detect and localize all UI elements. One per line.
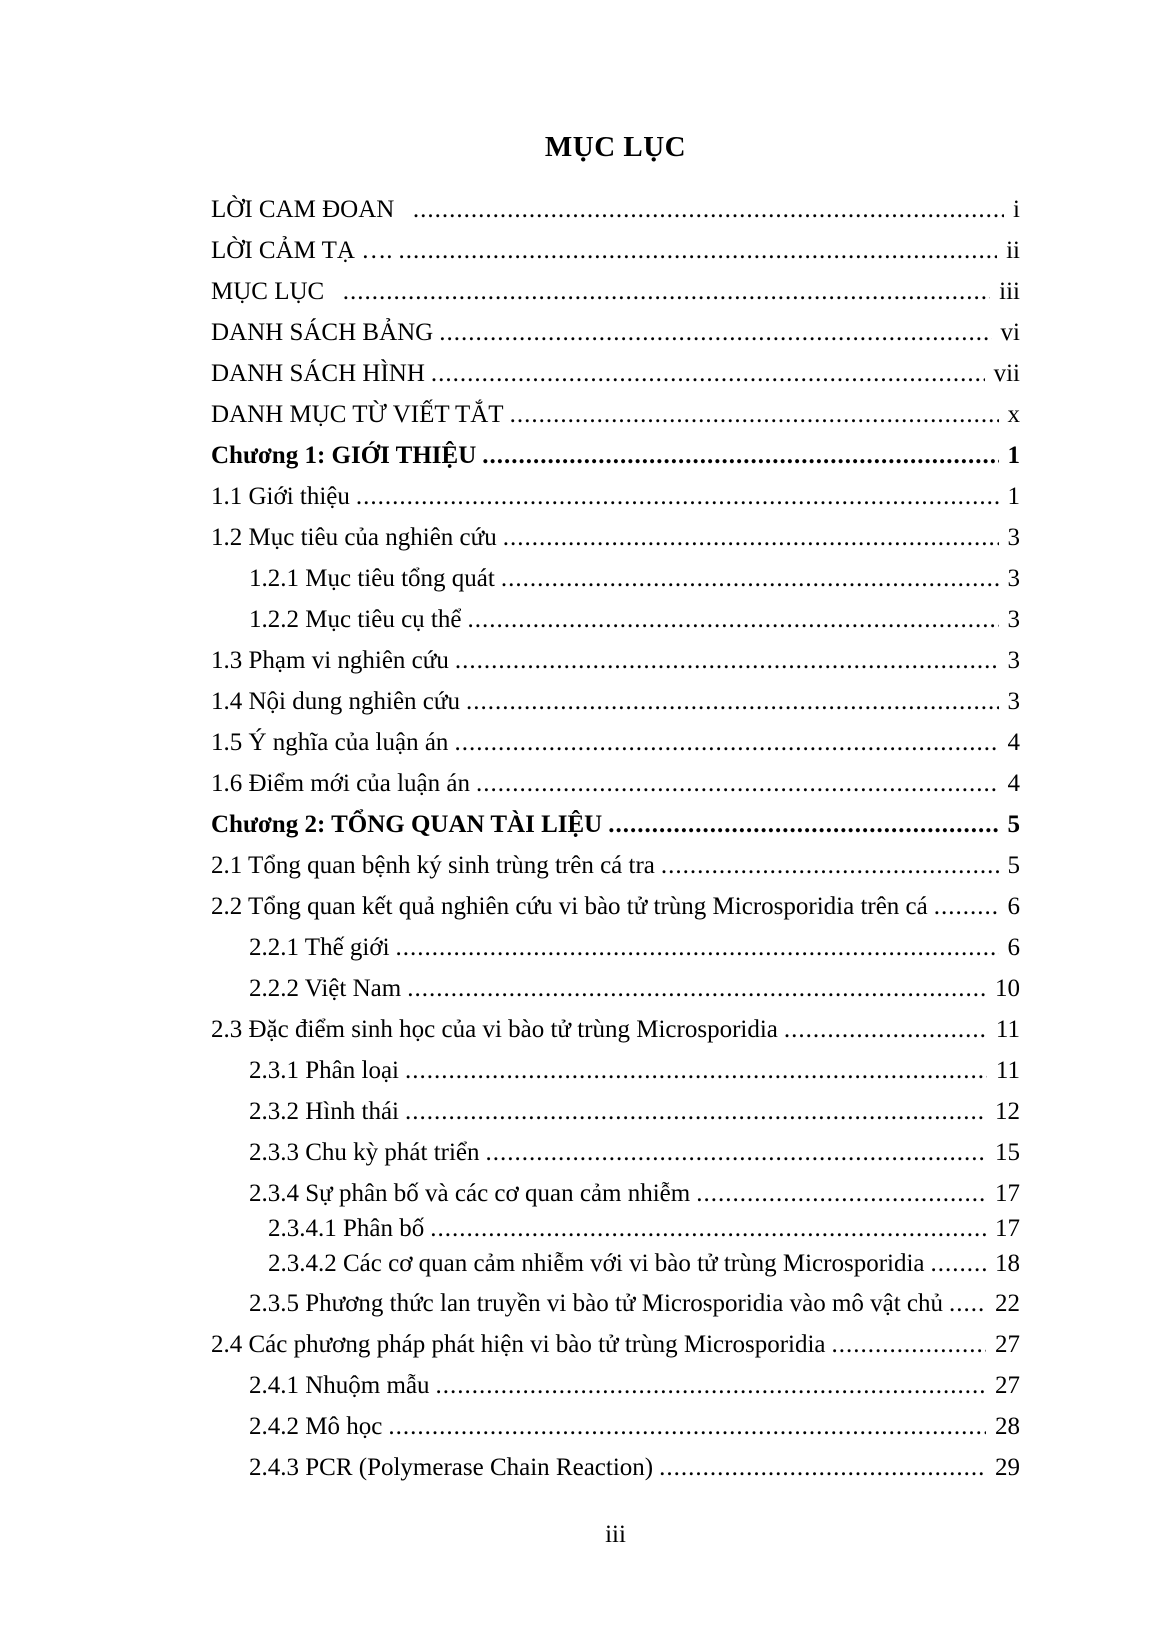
toc-entry-label: 2.2 Tổng quan kết quả nghiên cứu vi bào tử trùng Microsporidia trên cá [211,893,928,920]
toc-entry-label: 2.2.2 Việt Nam [249,975,402,1002]
toc-entry [211,886,1020,927]
toc-dot-leader [482,435,998,476]
toc-list [211,189,1020,1488]
toc-entry-page-number: 22 [995,1290,1020,1317]
toc-dot-leader [455,640,999,681]
toc-dot-leader [343,271,990,312]
toc-entry-label: 2.4.1 Nhuộm mẫu [249,1372,430,1399]
toc-dot-leader [454,722,998,763]
toc-entry-label: 1.2 Mục tiêu của nghiên cứu [211,524,497,551]
toc-entry [211,558,1020,599]
toc-entry-label: 2.1 Tổng quan bệnh ký sinh trùng trên cá tra [211,852,655,879]
toc-entry-label: 2.3.4.2 Các cơ quan cảm nhiễm với vi bào tử trùng Microsporidia [268,1250,925,1277]
toc-dot-leader [405,1050,987,1091]
toc-entry [211,804,1020,845]
toc-dot-leader [949,1283,986,1324]
toc-entry [211,1132,1020,1173]
toc-dot-leader [356,476,999,517]
toc-entry-page-number: 12 [995,1098,1020,1125]
toc-entry-page-number: 1 [1007,483,1020,510]
toc-entry-page-number: iii [999,278,1020,305]
toc-dot-leader [696,1173,986,1214]
page-content [211,130,1020,1488]
toc-entry-label: 2.3.2 Hình thái [249,1098,399,1125]
toc-dot-leader [405,1091,986,1132]
toc-dot-leader [431,353,985,394]
toc-dot-leader [503,517,999,558]
toc-entry-label: DANH SÁCH BẢNG [211,319,434,346]
toc-entry-label: 2.3.1 Phân loại [249,1057,399,1084]
page-number-footer: iii [605,1521,626,1548]
toc-entry [211,1406,1020,1447]
toc-entry-label: LỜI CẢM TẠ …. [211,237,393,264]
toc-dot-leader [659,1447,986,1488]
toc-entry-page-number: 4 [1007,770,1020,797]
toc-dot-leader [501,558,999,599]
toc-entry-page-number: vi [1000,319,1020,346]
toc-dot-leader [430,1214,986,1244]
toc-dot-leader [388,1406,986,1447]
toc-entry-label: 2.3.5 Phương thức lan truyền vi bào tử Microsporidia vào mô vật chủ [249,1290,944,1317]
toc-entry-label: LỜI CAM ĐOAN [211,196,407,223]
toc-entry-label: 2.4.2 Mô học [249,1413,383,1440]
toc-entry-page-number: 18 [995,1250,1020,1277]
toc-entry-label: MỤC LỤC [211,278,337,305]
toc-entry-label: 1.6 Điểm mới của luận án [211,770,470,797]
toc-entry-page-number: 11 [995,1057,1020,1084]
toc-entry [211,1173,1020,1214]
toc-entry [211,353,1020,394]
toc-entry-label: 1.1 Giới thiệu [211,483,350,510]
toc-dot-leader [398,230,997,271]
toc-entry-page-number: 6 [1007,934,1020,961]
toc-dot-leader [486,1132,986,1173]
toc-entry-page-number: 6 [1007,893,1020,920]
toc-dot-leader [439,312,991,353]
toc-dot-leader [832,1324,986,1365]
toc-entry [211,722,1020,763]
toc-entry-page-number: 5 [1007,811,1020,838]
toc-entry-label: 2.4.3 PCR (Polymerase Chain Reaction) [249,1454,654,1481]
toc-entry-label: DANH SÁCH HÌNH [211,360,425,387]
toc-entry-page-number: 3 [1007,524,1020,551]
toc-dot-leader [934,886,999,927]
toc-entry-label: Chương 1: GIỚI THIỆU [211,442,477,469]
toc-dot-leader [608,804,998,845]
toc-entry [211,1050,1020,1091]
toc-entry-page-number: 10 [995,975,1020,1002]
toc-entry-label: 1.3 Phạm vi nghiên cứu [211,647,449,674]
toc-entry-page-number: 15 [995,1139,1020,1166]
toc-entry [211,927,1020,968]
toc-dot-leader [413,189,1004,230]
toc-entry-label: 2.3 Đặc điểm sinh học của vi bào tử trùng Microsporidia [211,1016,778,1043]
toc-entry [211,476,1020,517]
toc-entry [211,230,1020,271]
toc-entry-label: 2.3.4 Sự phân bố và các cơ quan cảm nhiễm [249,1180,691,1207]
toc-entry-page-number: ii [1006,237,1020,264]
toc-entry-page-number: 1 [1007,442,1020,469]
toc-entry-label: 1.2.2 Mục tiêu cụ thể [249,606,462,633]
toc-entry [211,189,1020,230]
toc-entry-label: DANH MỤC TỪ VIẾT TẮT [211,401,504,428]
toc-entry [211,435,1020,476]
page-title: MỤC LỤC [544,131,687,163]
toc-entry-page-number: vii [993,360,1020,387]
toc-entry [211,1283,1020,1324]
toc-entry-label: 2.4 Các phương pháp phát hiện vi bào tử trùng Microsporidia [211,1331,826,1358]
toc-entry-page-number: 3 [1007,565,1020,592]
toc-entry-label: 1.4 Nội dung nghiên cứu [211,688,460,715]
toc-dot-leader [436,1365,986,1406]
toc-entry-page-number: x [1007,401,1020,428]
toc-entry [211,1244,1020,1283]
toc-dot-leader [396,927,999,968]
toc-entry-label: 2.2.1 Thế giới [249,934,390,961]
toc-entry [211,681,1020,722]
toc-entry [211,1091,1020,1132]
toc-entry [211,763,1020,804]
toc-entry [211,640,1020,681]
toc-entry-page-number: 3 [1007,606,1020,633]
toc-entry [211,845,1020,886]
toc-entry [211,271,1020,312]
toc-dot-leader [476,763,999,804]
toc-entry-label: 2.3.4.1 Phân bố [268,1215,425,1242]
toc-dot-leader [407,968,986,1009]
toc-entry-label: 1.5 Ý nghĩa của luận án [211,729,449,756]
toc-entry-label: 1.2.1 Mục tiêu tổng quát [249,565,495,592]
toc-entry [211,517,1020,558]
toc-entry-label: Chương 2: TỔNG QUAN TÀI LIỆU [211,811,603,838]
toc-entry-page-number: 3 [1007,688,1020,715]
toc-dot-leader [931,1244,986,1283]
toc-entry [211,599,1020,640]
toc-entry [211,1009,1020,1050]
toc-entry-page-number: 28 [995,1413,1020,1440]
toc-entry [211,1447,1020,1488]
toc-dot-leader [784,1009,987,1050]
toc-entry [211,1214,1020,1244]
toc-entry-page-number: 17 [995,1180,1020,1207]
toc-entry [211,1365,1020,1406]
toc-entry-page-number: 27 [995,1372,1020,1399]
toc-entry [211,394,1020,435]
toc-dot-leader [661,845,999,886]
toc-entry-page-number: 5 [1007,852,1020,879]
toc-entry-label: 2.3.3 Chu kỳ phát triển [249,1139,480,1166]
toc-entry-page-number: 17 [995,1215,1020,1242]
toc-dot-leader [510,394,999,435]
toc-entry [211,312,1020,353]
toc-dot-leader [467,599,998,640]
toc-entry-page-number: i [1013,196,1020,223]
toc-entry-page-number: 11 [995,1016,1020,1043]
toc-entry [211,1324,1020,1365]
toc-dot-leader [466,681,999,722]
toc-entry-page-number: 29 [995,1454,1020,1481]
toc-entry [211,968,1020,1009]
toc-entry-page-number: 4 [1007,729,1020,756]
toc-entry-page-number: 3 [1007,647,1020,674]
toc-entry-page-number: 27 [995,1331,1020,1358]
